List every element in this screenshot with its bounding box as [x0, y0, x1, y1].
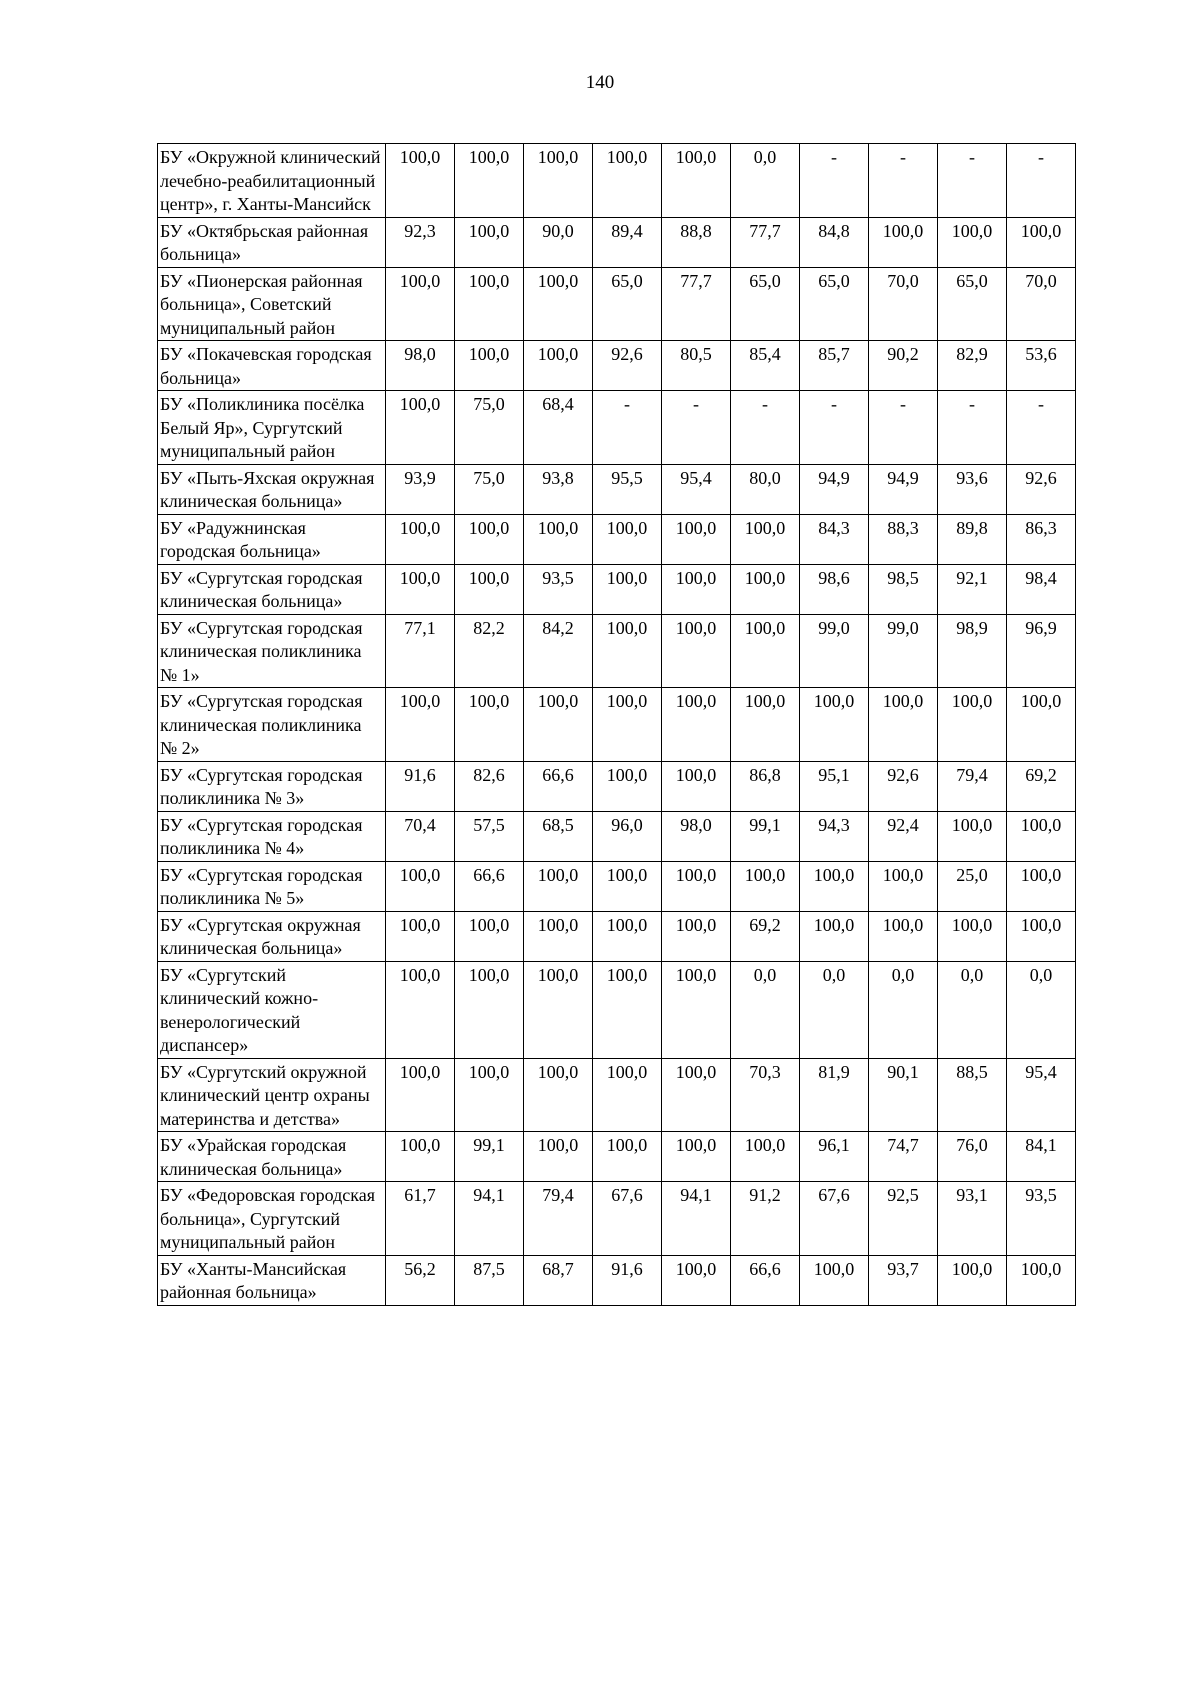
- value-cell: 100,0: [386, 961, 455, 1058]
- value-cell: 66,6: [524, 761, 593, 811]
- value-cell: 100,0: [386, 391, 455, 465]
- value-cell: 67,6: [593, 1182, 662, 1256]
- value-cell: 100,0: [455, 564, 524, 614]
- value-cell: 100,0: [869, 911, 938, 961]
- value-cell: 98,5: [869, 564, 938, 614]
- value-cell: 100,0: [1007, 811, 1076, 861]
- value-cell: 66,6: [731, 1255, 800, 1305]
- value-cell: 100,0: [455, 514, 524, 564]
- value-cell: 88,8: [662, 217, 731, 267]
- value-cell: 100,0: [386, 564, 455, 614]
- value-cell: 85,7: [800, 341, 869, 391]
- page-number: 140: [585, 72, 615, 93]
- value-cell: 65,0: [731, 267, 800, 341]
- institution-name-cell: БУ «Окружной клинический лечебно-реабилитационный центр», г. Ханты-Мансийск: [158, 144, 386, 218]
- value-cell: 93,7: [869, 1255, 938, 1305]
- institution-name-cell: БУ «Сургутская городская клиническая поликлиника № 2»: [158, 688, 386, 762]
- value-cell: 90,0: [524, 217, 593, 267]
- value-cell: 100,0: [593, 761, 662, 811]
- value-cell: 68,5: [524, 811, 593, 861]
- value-cell: 100,0: [662, 1255, 731, 1305]
- table-row: [158, 1255, 1076, 1305]
- table-row: [158, 1058, 1076, 1132]
- value-cell: 98,0: [662, 811, 731, 861]
- value-cell: 100,0: [1007, 688, 1076, 762]
- value-cell: 91,6: [386, 761, 455, 811]
- value-cell: 100,0: [1007, 861, 1076, 911]
- value-cell: 100,0: [662, 761, 731, 811]
- value-cell: 100,0: [593, 1058, 662, 1132]
- value-cell: 93,8: [524, 464, 593, 514]
- value-cell: 100,0: [593, 1132, 662, 1182]
- value-cell: 77,7: [731, 217, 800, 267]
- table-row: [158, 1182, 1076, 1256]
- value-cell: 96,9: [1007, 614, 1076, 688]
- value-cell: 100,0: [386, 144, 455, 218]
- institution-name-cell: БУ «Поликлиника посёлка Белый Яр», Сургутский муниципальный район: [158, 391, 386, 465]
- value-cell: 89,8: [938, 514, 1007, 564]
- table-row: [158, 614, 1076, 688]
- value-cell: 88,3: [869, 514, 938, 564]
- value-cell: 100,0: [662, 144, 731, 218]
- value-cell: 100,0: [455, 217, 524, 267]
- value-cell: 81,9: [800, 1058, 869, 1132]
- value-cell: 99,1: [455, 1132, 524, 1182]
- value-cell: 100,0: [1007, 217, 1076, 267]
- value-cell: 92,6: [869, 761, 938, 811]
- value-cell: 100,0: [386, 688, 455, 762]
- value-cell: 94,9: [869, 464, 938, 514]
- table-row: [158, 811, 1076, 861]
- value-cell: 100,0: [662, 614, 731, 688]
- value-cell: 100,0: [524, 961, 593, 1058]
- table-row: [158, 911, 1076, 961]
- value-cell: -: [938, 391, 1007, 465]
- table-row: [158, 1132, 1076, 1182]
- value-cell: 96,0: [593, 811, 662, 861]
- institution-name-cell: БУ «Сургутская городская клиническая поликлиника № 1»: [158, 614, 386, 688]
- institution-name-cell: БУ «Сургутская городская поликлиника № 5»: [158, 861, 386, 911]
- value-cell: 90,1: [869, 1058, 938, 1132]
- value-cell: 99,1: [731, 811, 800, 861]
- value-cell: 0,0: [1007, 961, 1076, 1058]
- value-cell: 0,0: [731, 961, 800, 1058]
- institution-name-cell: БУ «Урайская городская клиническая больница»: [158, 1132, 386, 1182]
- institution-name-cell: БУ «Пионерская районная больница», Советский муниципальный район: [158, 267, 386, 341]
- value-cell: 100,0: [455, 144, 524, 218]
- value-cell: 70,4: [386, 811, 455, 861]
- value-cell: 100,0: [593, 688, 662, 762]
- value-cell: 100,0: [800, 1255, 869, 1305]
- value-cell: 56,2: [386, 1255, 455, 1305]
- value-cell: 100,0: [731, 514, 800, 564]
- value-cell: 89,4: [593, 217, 662, 267]
- value-cell: 95,1: [800, 761, 869, 811]
- value-cell: 0,0: [731, 144, 800, 218]
- institution-name-cell: БУ «Пыть-Яхская окружная клиническая больница»: [158, 464, 386, 514]
- value-cell: 66,6: [455, 861, 524, 911]
- value-cell: 100,0: [1007, 1255, 1076, 1305]
- institution-name-cell: БУ «Сургутская окружная клиническая больница»: [158, 911, 386, 961]
- data-table: [157, 143, 1076, 1306]
- value-cell: -: [800, 144, 869, 218]
- value-cell: 80,0: [731, 464, 800, 514]
- value-cell: 100,0: [524, 861, 593, 911]
- value-cell: 86,8: [731, 761, 800, 811]
- value-cell: 74,7: [869, 1132, 938, 1182]
- value-cell: 93,5: [524, 564, 593, 614]
- value-cell: 92,5: [869, 1182, 938, 1256]
- value-cell: -: [593, 391, 662, 465]
- value-cell: 100,0: [386, 267, 455, 341]
- value-cell: 100,0: [938, 1255, 1007, 1305]
- value-cell: 99,0: [800, 614, 869, 688]
- value-cell: 100,0: [386, 514, 455, 564]
- value-cell: -: [662, 391, 731, 465]
- value-cell: 100,0: [800, 911, 869, 961]
- value-cell: 95,4: [1007, 1058, 1076, 1132]
- value-cell: -: [869, 391, 938, 465]
- value-cell: 100,0: [662, 1058, 731, 1132]
- value-cell: 100,0: [386, 861, 455, 911]
- value-cell: 86,3: [1007, 514, 1076, 564]
- value-cell: 100,0: [524, 144, 593, 218]
- value-cell: 65,0: [593, 267, 662, 341]
- value-cell: 84,3: [800, 514, 869, 564]
- table-row: [158, 861, 1076, 911]
- value-cell: 100,0: [593, 961, 662, 1058]
- value-cell: 75,0: [455, 464, 524, 514]
- table-row: [158, 514, 1076, 564]
- value-cell: 93,5: [1007, 1182, 1076, 1256]
- value-cell: 100,0: [386, 1132, 455, 1182]
- value-cell: 100,0: [524, 911, 593, 961]
- value-cell: 68,7: [524, 1255, 593, 1305]
- value-cell: 98,6: [800, 564, 869, 614]
- table-row: [158, 761, 1076, 811]
- institution-name-cell: БУ «Октябрьская районная больница»: [158, 217, 386, 267]
- value-cell: 100,0: [455, 267, 524, 341]
- value-cell: 100,0: [869, 861, 938, 911]
- value-cell: 79,4: [938, 761, 1007, 811]
- value-cell: 90,2: [869, 341, 938, 391]
- value-cell: 0,0: [938, 961, 1007, 1058]
- value-cell: 100,0: [731, 688, 800, 762]
- value-cell: 100,0: [938, 811, 1007, 861]
- value-cell: 100,0: [662, 514, 731, 564]
- value-cell: 100,0: [731, 564, 800, 614]
- value-cell: 91,2: [731, 1182, 800, 1256]
- institution-name-cell: БУ «Покачевская городская больница»: [158, 341, 386, 391]
- value-cell: 92,6: [593, 341, 662, 391]
- value-cell: 82,9: [938, 341, 1007, 391]
- value-cell: -: [938, 144, 1007, 218]
- value-cell: 79,4: [524, 1182, 593, 1256]
- value-cell: 100,0: [524, 341, 593, 391]
- value-cell: 100,0: [524, 688, 593, 762]
- value-cell: 100,0: [938, 688, 1007, 762]
- value-cell: 84,8: [800, 217, 869, 267]
- value-cell: 53,6: [1007, 341, 1076, 391]
- value-cell: 92,4: [869, 811, 938, 861]
- value-cell: 100,0: [731, 614, 800, 688]
- value-cell: 100,0: [662, 961, 731, 1058]
- value-cell: 100,0: [662, 564, 731, 614]
- value-cell: 93,1: [938, 1182, 1007, 1256]
- value-cell: -: [1007, 391, 1076, 465]
- value-cell: 82,6: [455, 761, 524, 811]
- value-cell: 70,0: [869, 267, 938, 341]
- table-row: [158, 391, 1076, 465]
- value-cell: 99,0: [869, 614, 938, 688]
- value-cell: 100,0: [524, 1132, 593, 1182]
- value-cell: 84,1: [1007, 1132, 1076, 1182]
- value-cell: 98,0: [386, 341, 455, 391]
- value-cell: 94,3: [800, 811, 869, 861]
- value-cell: 82,2: [455, 614, 524, 688]
- value-cell: 100,0: [524, 267, 593, 341]
- value-cell: -: [731, 391, 800, 465]
- table-row: [158, 341, 1076, 391]
- value-cell: 95,4: [662, 464, 731, 514]
- value-cell: 92,6: [1007, 464, 1076, 514]
- value-cell: 100,0: [455, 688, 524, 762]
- value-cell: 100,0: [455, 341, 524, 391]
- value-cell: 100,0: [869, 688, 938, 762]
- value-cell: 69,2: [731, 911, 800, 961]
- value-cell: 100,0: [593, 861, 662, 911]
- value-cell: 94,1: [662, 1182, 731, 1256]
- value-cell: 100,0: [524, 1058, 593, 1132]
- value-cell: 92,1: [938, 564, 1007, 614]
- value-cell: 76,0: [938, 1132, 1007, 1182]
- value-cell: 98,4: [1007, 564, 1076, 614]
- institution-name-cell: БУ «Сургутский клинический кожно-венерологический диспансер»: [158, 961, 386, 1058]
- value-cell: 100,0: [662, 861, 731, 911]
- value-cell: 100,0: [1007, 911, 1076, 961]
- value-cell: 100,0: [455, 961, 524, 1058]
- institution-name-cell: БУ «Сургутская городская клиническая больница»: [158, 564, 386, 614]
- value-cell: 100,0: [662, 1132, 731, 1182]
- value-cell: 100,0: [731, 1132, 800, 1182]
- value-cell: 100,0: [593, 514, 662, 564]
- value-cell: 57,5: [455, 811, 524, 861]
- value-cell: -: [869, 144, 938, 218]
- value-cell: 100,0: [386, 911, 455, 961]
- value-cell: 84,2: [524, 614, 593, 688]
- table-row: [158, 564, 1076, 614]
- table-row: [158, 267, 1076, 341]
- value-cell: 100,0: [455, 911, 524, 961]
- value-cell: 93,9: [386, 464, 455, 514]
- value-cell: 100,0: [593, 144, 662, 218]
- value-cell: 95,5: [593, 464, 662, 514]
- table-row: [158, 464, 1076, 514]
- institution-name-cell: БУ «Ханты-Мансийская районная больница»: [158, 1255, 386, 1305]
- value-cell: 75,0: [455, 391, 524, 465]
- value-cell: 61,7: [386, 1182, 455, 1256]
- institution-name-cell: БУ «Сургутская городская поликлиника № 3»: [158, 761, 386, 811]
- value-cell: 88,5: [938, 1058, 1007, 1132]
- value-cell: 98,9: [938, 614, 1007, 688]
- value-cell: 67,6: [800, 1182, 869, 1256]
- value-cell: 65,0: [938, 267, 1007, 341]
- institution-name-cell: БУ «Федоровская городская больница», Сургутский муниципальный район: [158, 1182, 386, 1256]
- value-cell: 92,3: [386, 217, 455, 267]
- value-cell: 100,0: [731, 861, 800, 911]
- value-cell: 100,0: [386, 1058, 455, 1132]
- value-cell: 80,5: [662, 341, 731, 391]
- value-cell: 65,0: [800, 267, 869, 341]
- table-body: [158, 144, 1076, 1306]
- value-cell: 100,0: [593, 614, 662, 688]
- value-cell: 0,0: [869, 961, 938, 1058]
- value-cell: 87,5: [455, 1255, 524, 1305]
- value-cell: 70,3: [731, 1058, 800, 1132]
- value-cell: -: [800, 391, 869, 465]
- value-cell: 94,1: [455, 1182, 524, 1256]
- value-cell: 100,0: [524, 514, 593, 564]
- institution-name-cell: БУ «Сургутская городская поликлиника № 4»: [158, 811, 386, 861]
- value-cell: 100,0: [800, 861, 869, 911]
- value-cell: 100,0: [800, 688, 869, 762]
- table-row: [158, 217, 1076, 267]
- value-cell: 91,6: [593, 1255, 662, 1305]
- value-cell: 100,0: [938, 911, 1007, 961]
- value-cell: 94,9: [800, 464, 869, 514]
- institution-name-cell: БУ «Сургутский окружной клинический центр охраны материнства и детства»: [158, 1058, 386, 1132]
- value-cell: 100,0: [869, 217, 938, 267]
- table-row: [158, 688, 1076, 762]
- value-cell: 96,1: [800, 1132, 869, 1182]
- value-cell: 77,1: [386, 614, 455, 688]
- value-cell: 68,4: [524, 391, 593, 465]
- value-cell: 69,2: [1007, 761, 1076, 811]
- value-cell: 0,0: [800, 961, 869, 1058]
- value-cell: 25,0: [938, 861, 1007, 911]
- table-row: [158, 144, 1076, 218]
- institution-name-cell: БУ «Радужнинская городская больница»: [158, 514, 386, 564]
- value-cell: 100,0: [938, 217, 1007, 267]
- value-cell: 77,7: [662, 267, 731, 341]
- value-cell: 85,4: [731, 341, 800, 391]
- value-cell: -: [1007, 144, 1076, 218]
- value-cell: 100,0: [593, 564, 662, 614]
- value-cell: 100,0: [662, 911, 731, 961]
- value-cell: 70,0: [1007, 267, 1076, 341]
- value-cell: 100,0: [593, 911, 662, 961]
- table-row: [158, 961, 1076, 1058]
- value-cell: 100,0: [662, 688, 731, 762]
- value-cell: 100,0: [455, 1058, 524, 1132]
- value-cell: 93,6: [938, 464, 1007, 514]
